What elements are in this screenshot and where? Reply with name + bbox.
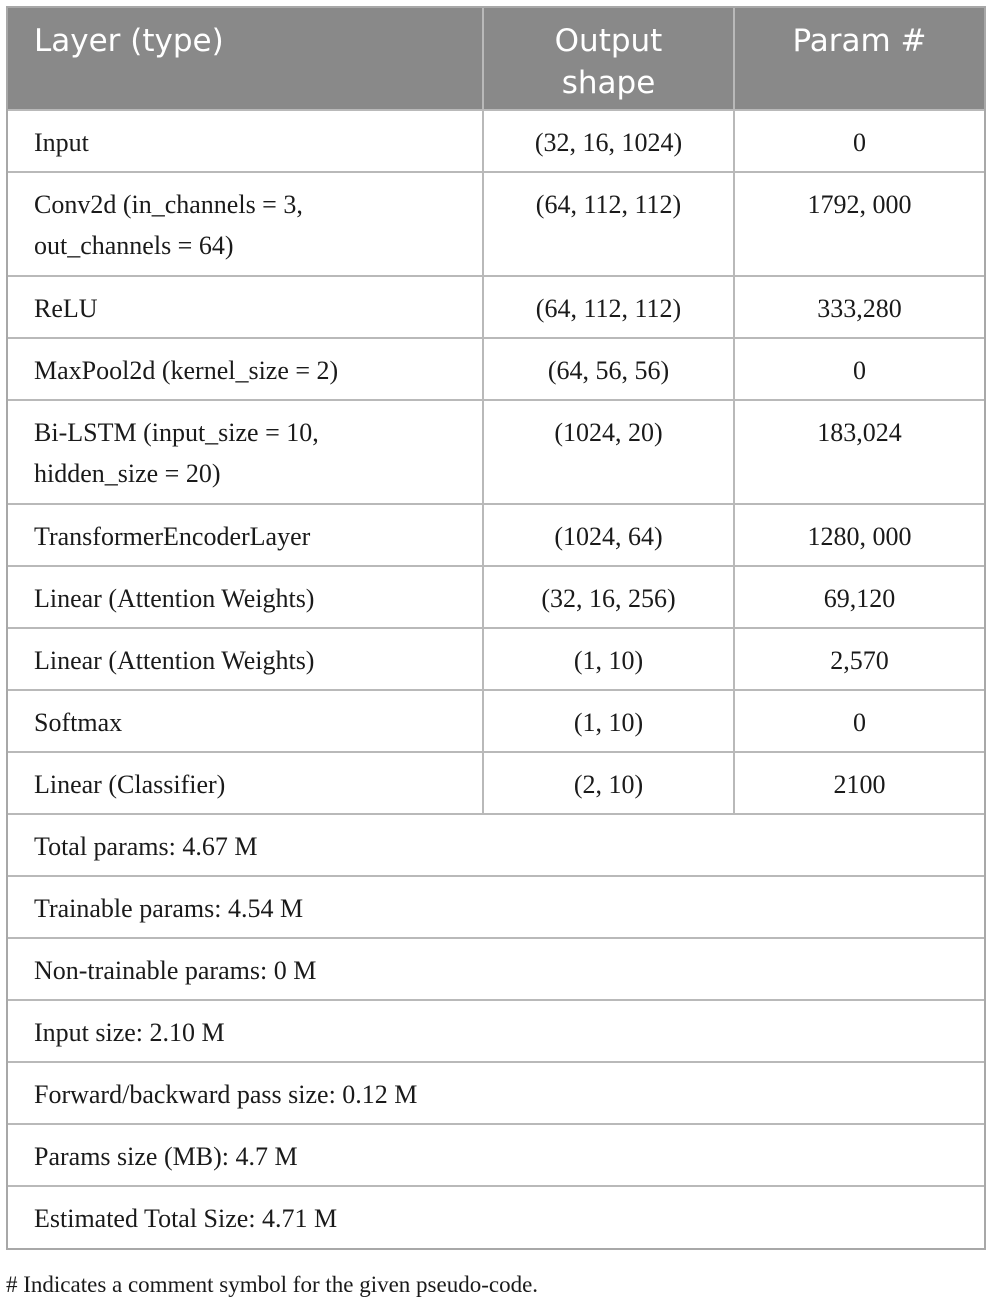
table-row xyxy=(8,566,984,628)
header-output-shape xyxy=(483,8,734,110)
summary-cell: Trainable params: 4.54 M xyxy=(8,876,984,938)
output-shape-cell: (64, 56, 56) xyxy=(483,338,734,400)
layer-cell: Linear (Attention Weights) xyxy=(8,566,483,628)
layer-cell: TransformerEncoderLayer xyxy=(8,504,483,566)
table-row xyxy=(8,172,984,276)
param-cell: 0 xyxy=(734,110,984,172)
summary-cell: Non-trainable params: 0 M xyxy=(8,938,984,1000)
table-body xyxy=(8,110,984,1248)
param-cell: 69,120 xyxy=(734,566,984,628)
layer-line2: hidden_size = 20) xyxy=(34,459,221,488)
table-row xyxy=(8,400,984,504)
layer-line1: Bi-LSTM (input_size = 10, xyxy=(34,418,319,447)
output-shape-cell: (1, 10) xyxy=(483,690,734,752)
layer-line2: out_channels = 64) xyxy=(34,231,234,260)
table-row xyxy=(8,338,984,400)
layer-cell: Linear (Attention Weights) xyxy=(8,628,483,690)
output-shape-cell: (32, 16, 256) xyxy=(483,566,734,628)
param-cell: 0 xyxy=(734,690,984,752)
output-shape-cell: (64, 112, 112) xyxy=(483,172,734,276)
layer-cell xyxy=(8,400,483,504)
layer-cell: Input xyxy=(8,110,483,172)
header-layer-type: Layer (type) xyxy=(8,8,483,110)
output-shape-cell: (2, 10) xyxy=(483,752,734,814)
summary-row-total-params xyxy=(8,814,984,876)
summary-row-non-trainable-params xyxy=(8,938,984,1000)
param-cell: 1280, 000 xyxy=(734,504,984,566)
output-shape-cell: (64, 112, 112) xyxy=(483,276,734,338)
param-cell: 183,024 xyxy=(734,400,984,504)
param-cell: 333,280 xyxy=(734,276,984,338)
header-row xyxy=(8,8,984,110)
summary-row-estimated-total-size xyxy=(8,1186,984,1248)
model-summary-table xyxy=(8,8,984,1248)
summary-row-trainable-params xyxy=(8,876,984,938)
layer-cell xyxy=(8,172,483,276)
table-row xyxy=(8,276,984,338)
summary-row-pass-size xyxy=(8,1062,984,1124)
param-cell: 1792, 000 xyxy=(734,172,984,276)
table-footnote: # Indicates a comment symbol for the given pseudo-code. xyxy=(6,1272,539,1297)
output-shape-cell: (1024, 20) xyxy=(483,400,734,504)
param-cell: 2100 xyxy=(734,752,984,814)
summary-cell: Input size: 2.10 M xyxy=(8,1000,984,1062)
param-cell: 2,570 xyxy=(734,628,984,690)
table-row xyxy=(8,628,984,690)
header-param-count: Param # xyxy=(734,8,984,110)
model-summary-table-frame xyxy=(6,6,986,1250)
layer-cell: Softmax xyxy=(8,690,483,752)
table-row xyxy=(8,504,984,566)
summary-row-input-size xyxy=(8,1000,984,1062)
param-cell: 0 xyxy=(734,338,984,400)
output-shape-cell: (32, 16, 1024) xyxy=(483,110,734,172)
table-row xyxy=(8,690,984,752)
table-row xyxy=(8,110,984,172)
summary-cell: Params size (MB): 4.7 M xyxy=(8,1124,984,1186)
layer-cell: Linear (Classifier) xyxy=(8,752,483,814)
output-shape-cell: (1, 10) xyxy=(483,628,734,690)
summary-cell: Forward/backward pass size: 0.12 M xyxy=(8,1062,984,1124)
header-output-line1: Output xyxy=(554,23,663,59)
layer-line1: Conv2d (in_channels = 3, xyxy=(34,190,303,219)
summary-cell: Total params: 4.67 M xyxy=(8,814,984,876)
table-row xyxy=(8,752,984,814)
table-header xyxy=(8,8,984,110)
summary-cell: Estimated Total Size: 4.71 M xyxy=(34,1204,338,1233)
layer-cell: ReLU xyxy=(8,276,483,338)
header-output-line2: shape xyxy=(561,65,656,101)
output-shape-cell: (1024, 64) xyxy=(483,504,734,566)
summary-row-params-size xyxy=(8,1124,984,1186)
layer-cell: MaxPool2d (kernel_size = 2) xyxy=(8,338,483,400)
